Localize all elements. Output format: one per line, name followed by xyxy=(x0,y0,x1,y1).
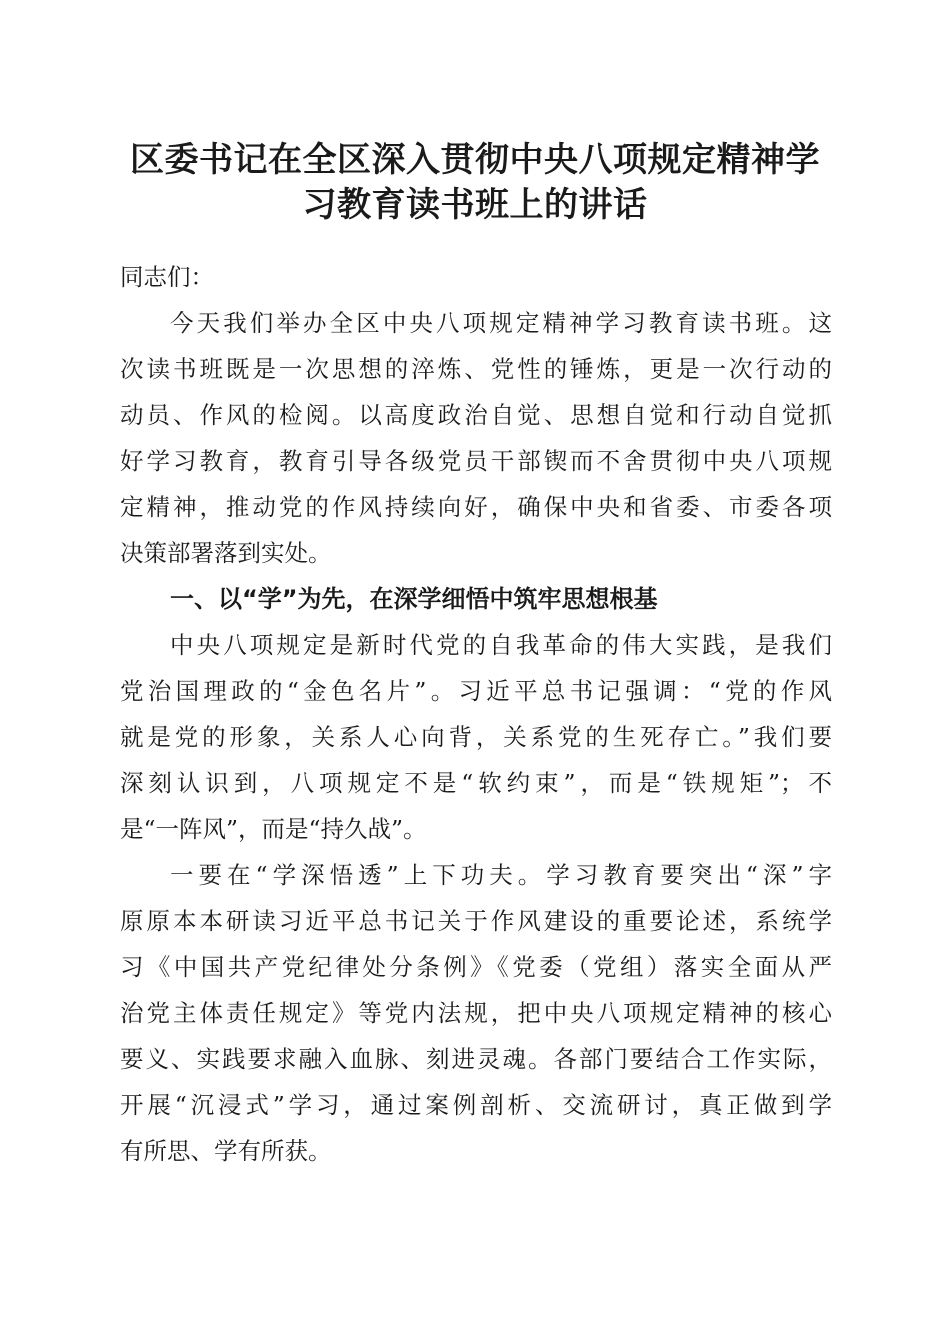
paragraph-line: 定精神，推动党的作风持续向好，确保中央和省委、市委各项 xyxy=(120,493,832,521)
paragraph-line: 是“一阵风”，而是“持久战”。 xyxy=(120,815,427,843)
paragraph-line: 动员、作风的检阅。以高度政治自觉、思想自觉和行动自觉抓 xyxy=(120,401,832,429)
section-heading-1: 一、以“学”为先，在深学细悟中筑牢思想根基 xyxy=(170,585,658,613)
paragraph-line: 习《中国共产党纪律处分条例》《党委（党组）落实全面从严 xyxy=(120,953,832,981)
paragraph-line: 决策部署落到实处。 xyxy=(120,539,332,567)
paragraph-line: 好学习教育，教育引导各级党员干部锲而不舍贯彻中央八项规 xyxy=(120,447,832,475)
title-line-2: 习教育读书班上的讲话 xyxy=(302,185,648,225)
paragraph-line: 有所思、学有所获。 xyxy=(120,1137,332,1165)
paragraph-line: 治党主体责任规定》等党内法规，把中央八项规定精神的核心 xyxy=(120,999,832,1027)
paragraph-line: 中央八项规定是新时代党的自我革命的伟大实践，是我们 xyxy=(170,631,832,659)
paragraph-line: 深刻认识到，八项规定不是“软约束”，而是“铁规矩”；不 xyxy=(120,769,832,797)
paragraph-line: 次读书班既是一次思想的淬炼、党性的锤炼，更是一次行动的 xyxy=(120,355,832,383)
paragraph-line: 一要在“学深悟透”上下功夫。学习教育要突出“深”字 xyxy=(170,861,832,889)
paragraph-line: 原原本本研读习近平总书记关于作风建设的重要论述，系统学 xyxy=(120,907,832,935)
paragraph-line: 今天我们举办全区中央八项规定精神学习教育读书班。这 xyxy=(170,309,832,337)
paragraph-line: 要义、实践要求融入血脉、刻进灵魂。各部门要结合工作实际， xyxy=(120,1045,832,1073)
document-title xyxy=(95,138,855,228)
salutation: 同志们： xyxy=(120,263,214,291)
title-line-1: 区委书记在全区深入贯彻中央八项规定精神学 xyxy=(130,140,820,180)
paragraph-intro xyxy=(120,300,832,576)
paragraph-section-1-intro xyxy=(120,622,832,852)
paragraph-line: 党治国理政的“金色名片”。习近平总书记强调：“党的作风 xyxy=(120,677,832,705)
paragraph-line: 就是党的形象，关系人心向背，关系党的生死存亡。”我们要 xyxy=(120,723,832,751)
document-body xyxy=(120,254,832,1174)
paragraph-study-deeply xyxy=(120,852,832,1174)
paragraph-line: 开展“沉浸式”学习，通过案例剖析、交流研讨，真正做到学 xyxy=(120,1091,832,1119)
